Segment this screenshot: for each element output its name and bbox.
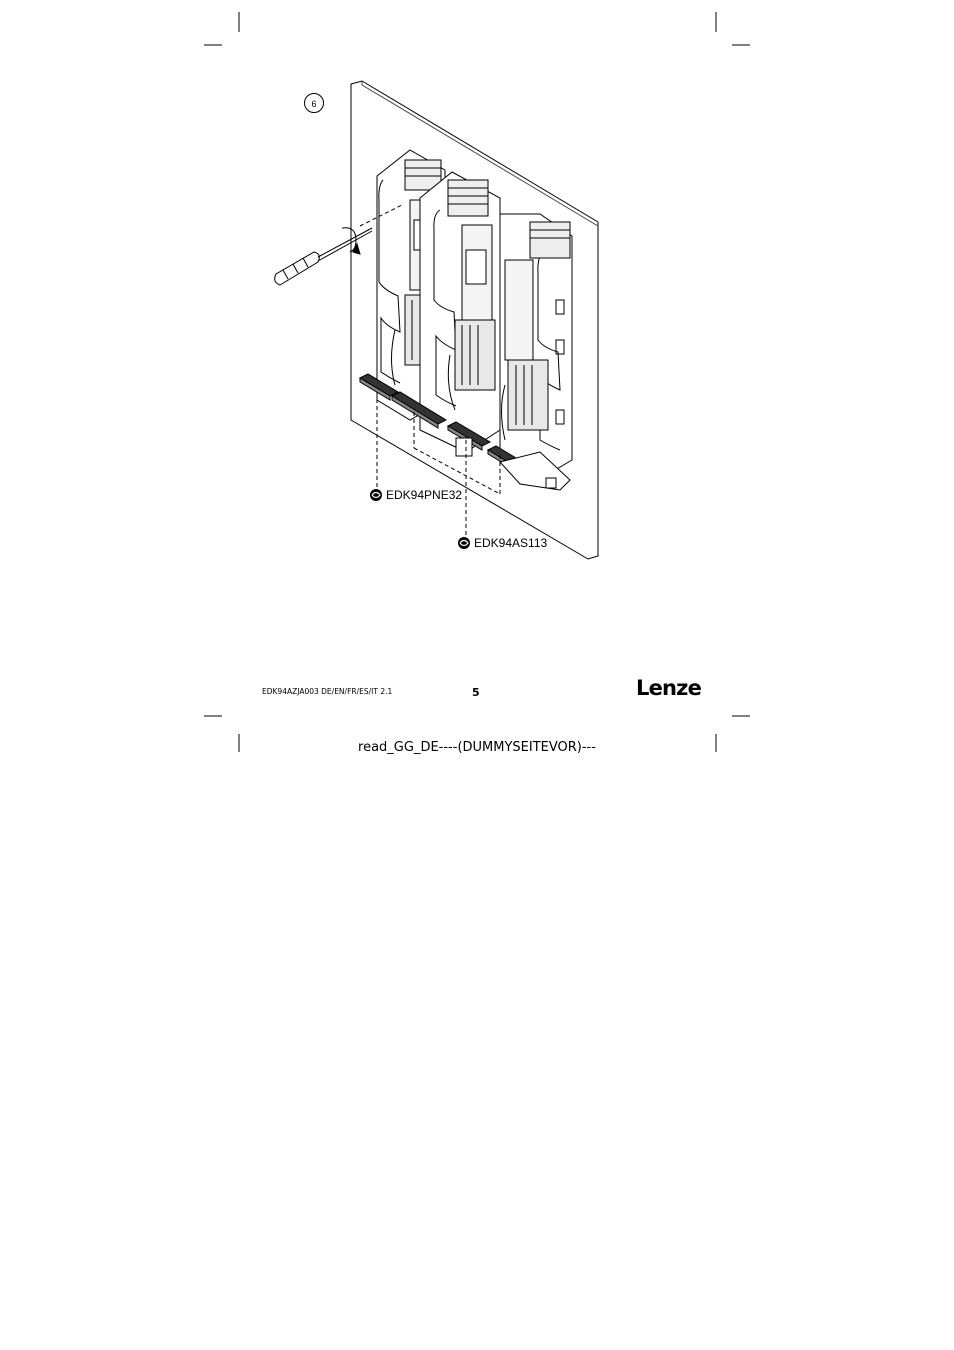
document-ref-icon [458, 537, 470, 549]
document-info: EDK94AZJA003 DE/EN/FR/ES/IT 2.1 [262, 687, 393, 696]
print-slug: read_GG_DE----(DUMMYSEITEVOR)--- [358, 740, 596, 755]
page-number: 5 [472, 686, 480, 699]
module-center [420, 172, 500, 452]
callout-label-pne32: EDK94PNE32 [386, 488, 463, 502]
callout-label-as113: EDK94AS113 [474, 536, 548, 550]
document-ref-icon [370, 489, 382, 501]
module-right [500, 214, 572, 480]
brand-logo: Lenze [636, 676, 702, 700]
step-number: 6 [304, 93, 324, 113]
